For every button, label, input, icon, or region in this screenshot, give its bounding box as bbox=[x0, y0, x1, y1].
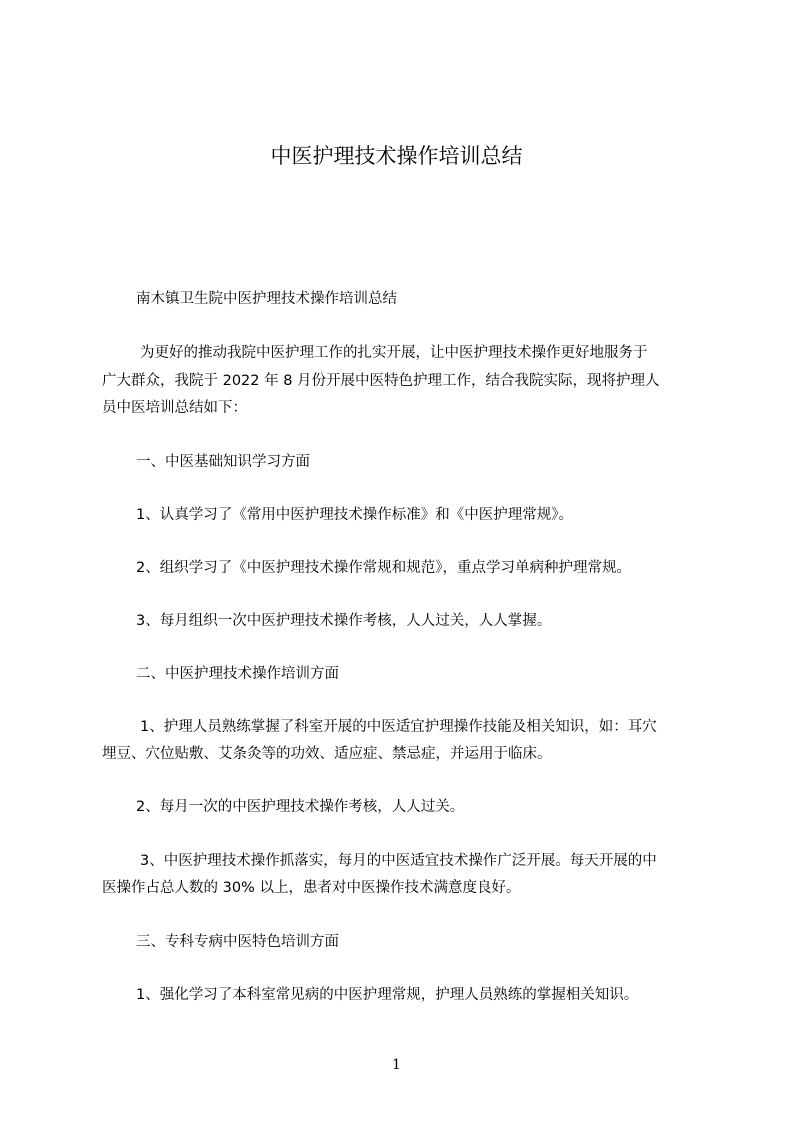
section-2-item-1-line-2: 埋豆、穴位贴敷、艾条灸等的功效、适应症、禁忌症，并运用于临床。 bbox=[102, 746, 552, 762]
page-number: 1 bbox=[392, 1057, 401, 1073]
section-2-item-1-line-1: 1、护理人员熟练掌握了科室开展的中医适宜护理操作技能及相关知识，如：耳穴 bbox=[140, 719, 657, 735]
document-title: 中医护理技术操作培训总结 bbox=[270, 144, 523, 168]
document-subtitle: 南木镇卫生院中医护理技术操作培训总结 bbox=[136, 291, 397, 307]
section-1-item-1: 1、认真学习了《常用中医护理技术操作标准》和《中医护理常规》。 bbox=[136, 507, 573, 523]
section-1-item-2: 2、组织学习了《中医护理技术操作常规和规范》，重点学习单病种护理常规。 bbox=[136, 560, 631, 576]
intro-line-2: 广大群众，我院于 2022 年 8 月份开展中医特色护理工作，结合我院实际，现将护理人 bbox=[102, 373, 660, 389]
section-1-item-3: 3、每月组织一次中医护理技术操作考核，人人过关，人人掌握。 bbox=[136, 613, 552, 629]
section-2-item-3-line-1: 3、中医护理技术操作抓落实，每月的中医适宜技术操作广泛开展。每天开展的中 bbox=[140, 853, 657, 869]
section-3-heading: 三、专科专病中医特色培训方面 bbox=[136, 934, 339, 950]
section-3-item-1: 1、强化学习了本科室常见病的中医护理常规，护理人员熟练的掌握相关知识。 bbox=[136, 987, 639, 1003]
section-1-heading: 一、中医基础知识学习方面 bbox=[136, 454, 310, 470]
intro-line-3: 员中医培训总结如下： bbox=[102, 400, 247, 416]
section-2-heading: 二、中医护理技术操作培训方面 bbox=[136, 666, 339, 682]
section-2-item-3-line-2: 医操作占总人数的 30% 以上，患者对中医操作技术满意度良好。 bbox=[102, 880, 521, 896]
intro-line-1: 为更好的推动我院中医护理工作的扎实开展，让中医护理技术操作更好地服务于 bbox=[140, 345, 648, 361]
section-2-item-2: 2、每月一次的中医护理技术操作考核，人人过关。 bbox=[136, 799, 465, 815]
